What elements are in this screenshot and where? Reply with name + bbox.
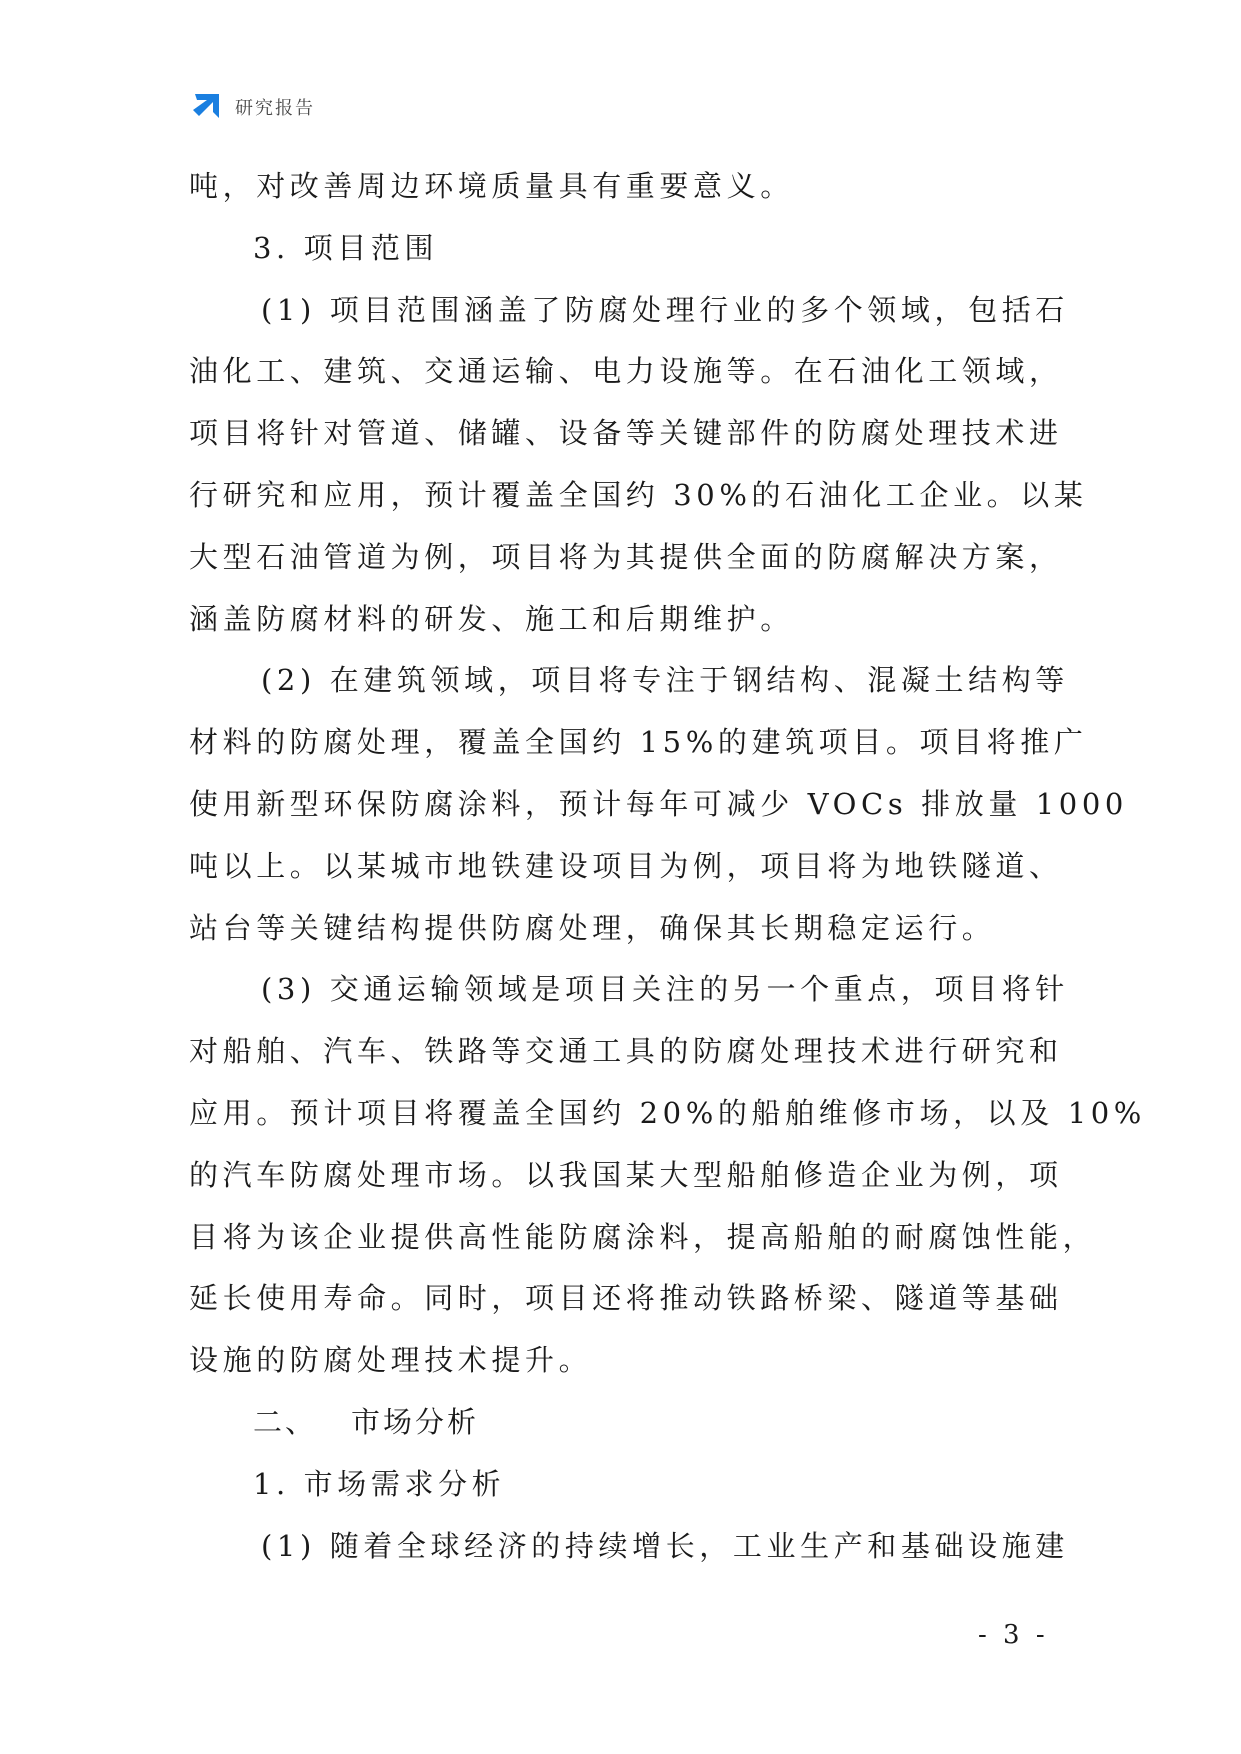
paragraph-line: (1) 随着全球经济的持续增长，工业生产和基础设施建 — [261, 1528, 1069, 1563]
subsection-heading: 3. 项目范围 — [253, 230, 439, 265]
paragraph-line: 站台等关键结构提供防腐处理，确保其长期稳定运行。 — [189, 910, 996, 945]
section-heading — [189, 1392, 1049, 1454]
section-number: 二、 — [253, 1404, 318, 1439]
paragraph-line: 使用新型环保防腐涂料，预计每年可减少 VOCs 排放量 1000 — [189, 786, 1128, 821]
paragraph-line: 对船舶、汽车、铁路等交通工具的防腐处理技术进行研究和 — [189, 1034, 1063, 1069]
paragraph-line: 项目将针对管道、储罐、设备等关键部件的防腐处理技术进 — [189, 416, 1063, 451]
paragraph-line: 延长使用寿命。同时，项目还将推动铁路桥梁、隧道等基础 — [189, 1281, 1063, 1316]
paragraph-line: 应用。预计项目将覆盖全国约 20%的船舶维修市场，以及 10% — [189, 1095, 1146, 1130]
section-title: 市场分析 — [351, 1404, 480, 1439]
document-body — [189, 156, 1146, 1577]
paragraph-line: 涵盖防腐材料的研发、施工和后期维护。 — [189, 601, 794, 636]
paragraph-line: 行研究和应用，预计覆盖全国约 30%的石油化工企业。以某 — [189, 477, 1088, 512]
header-title: 研究报告 — [235, 98, 315, 119]
report-header — [189, 90, 315, 124]
paragraph-line: 材料的防腐处理，覆盖全国约 15%的建筑项目。项目将推广 — [189, 725, 1088, 760]
paragraph-line: 吨以上。以某城市地铁建设项目为例，项目将为地铁隧道、 — [189, 848, 1063, 883]
page-number: - 3 - — [978, 1620, 1049, 1650]
paragraph-line: (3) 交通运输领域是项目关注的另一个重点，项目将针 — [261, 972, 1069, 1007]
paragraph-line: 设施的防腐处理技术提升。 — [189, 1343, 593, 1378]
paragraph-line: (2) 在建筑领域，项目将专注于钢结构、混凝土结构等 — [261, 663, 1069, 698]
paragraph-line: 大型石油管道为例，项目将为其提供全面的防腐解决方案， — [189, 539, 1063, 574]
arrow-up-right-icon — [189, 90, 223, 124]
paragraph-line: (1) 项目范围涵盖了防腐处理行业的多个领域，包括石 — [261, 292, 1069, 327]
paragraph-line: 目将为该企业提供高性能防腐涂料，提高船舶的耐腐蚀性能， — [189, 1219, 1097, 1254]
paragraph-line: 的汽车防腐处理市场。以我国某大型船舶修造企业为例，项 — [189, 1157, 1063, 1192]
subsection-heading: 1. 市场需求分析 — [253, 1466, 506, 1501]
paragraph-line: 吨，对改善周边环境质量具有重要意义。 — [189, 169, 794, 203]
paragraph-line: 油化工、建筑、交通运输、电力设施等。在石油化工领域， — [189, 354, 1063, 389]
